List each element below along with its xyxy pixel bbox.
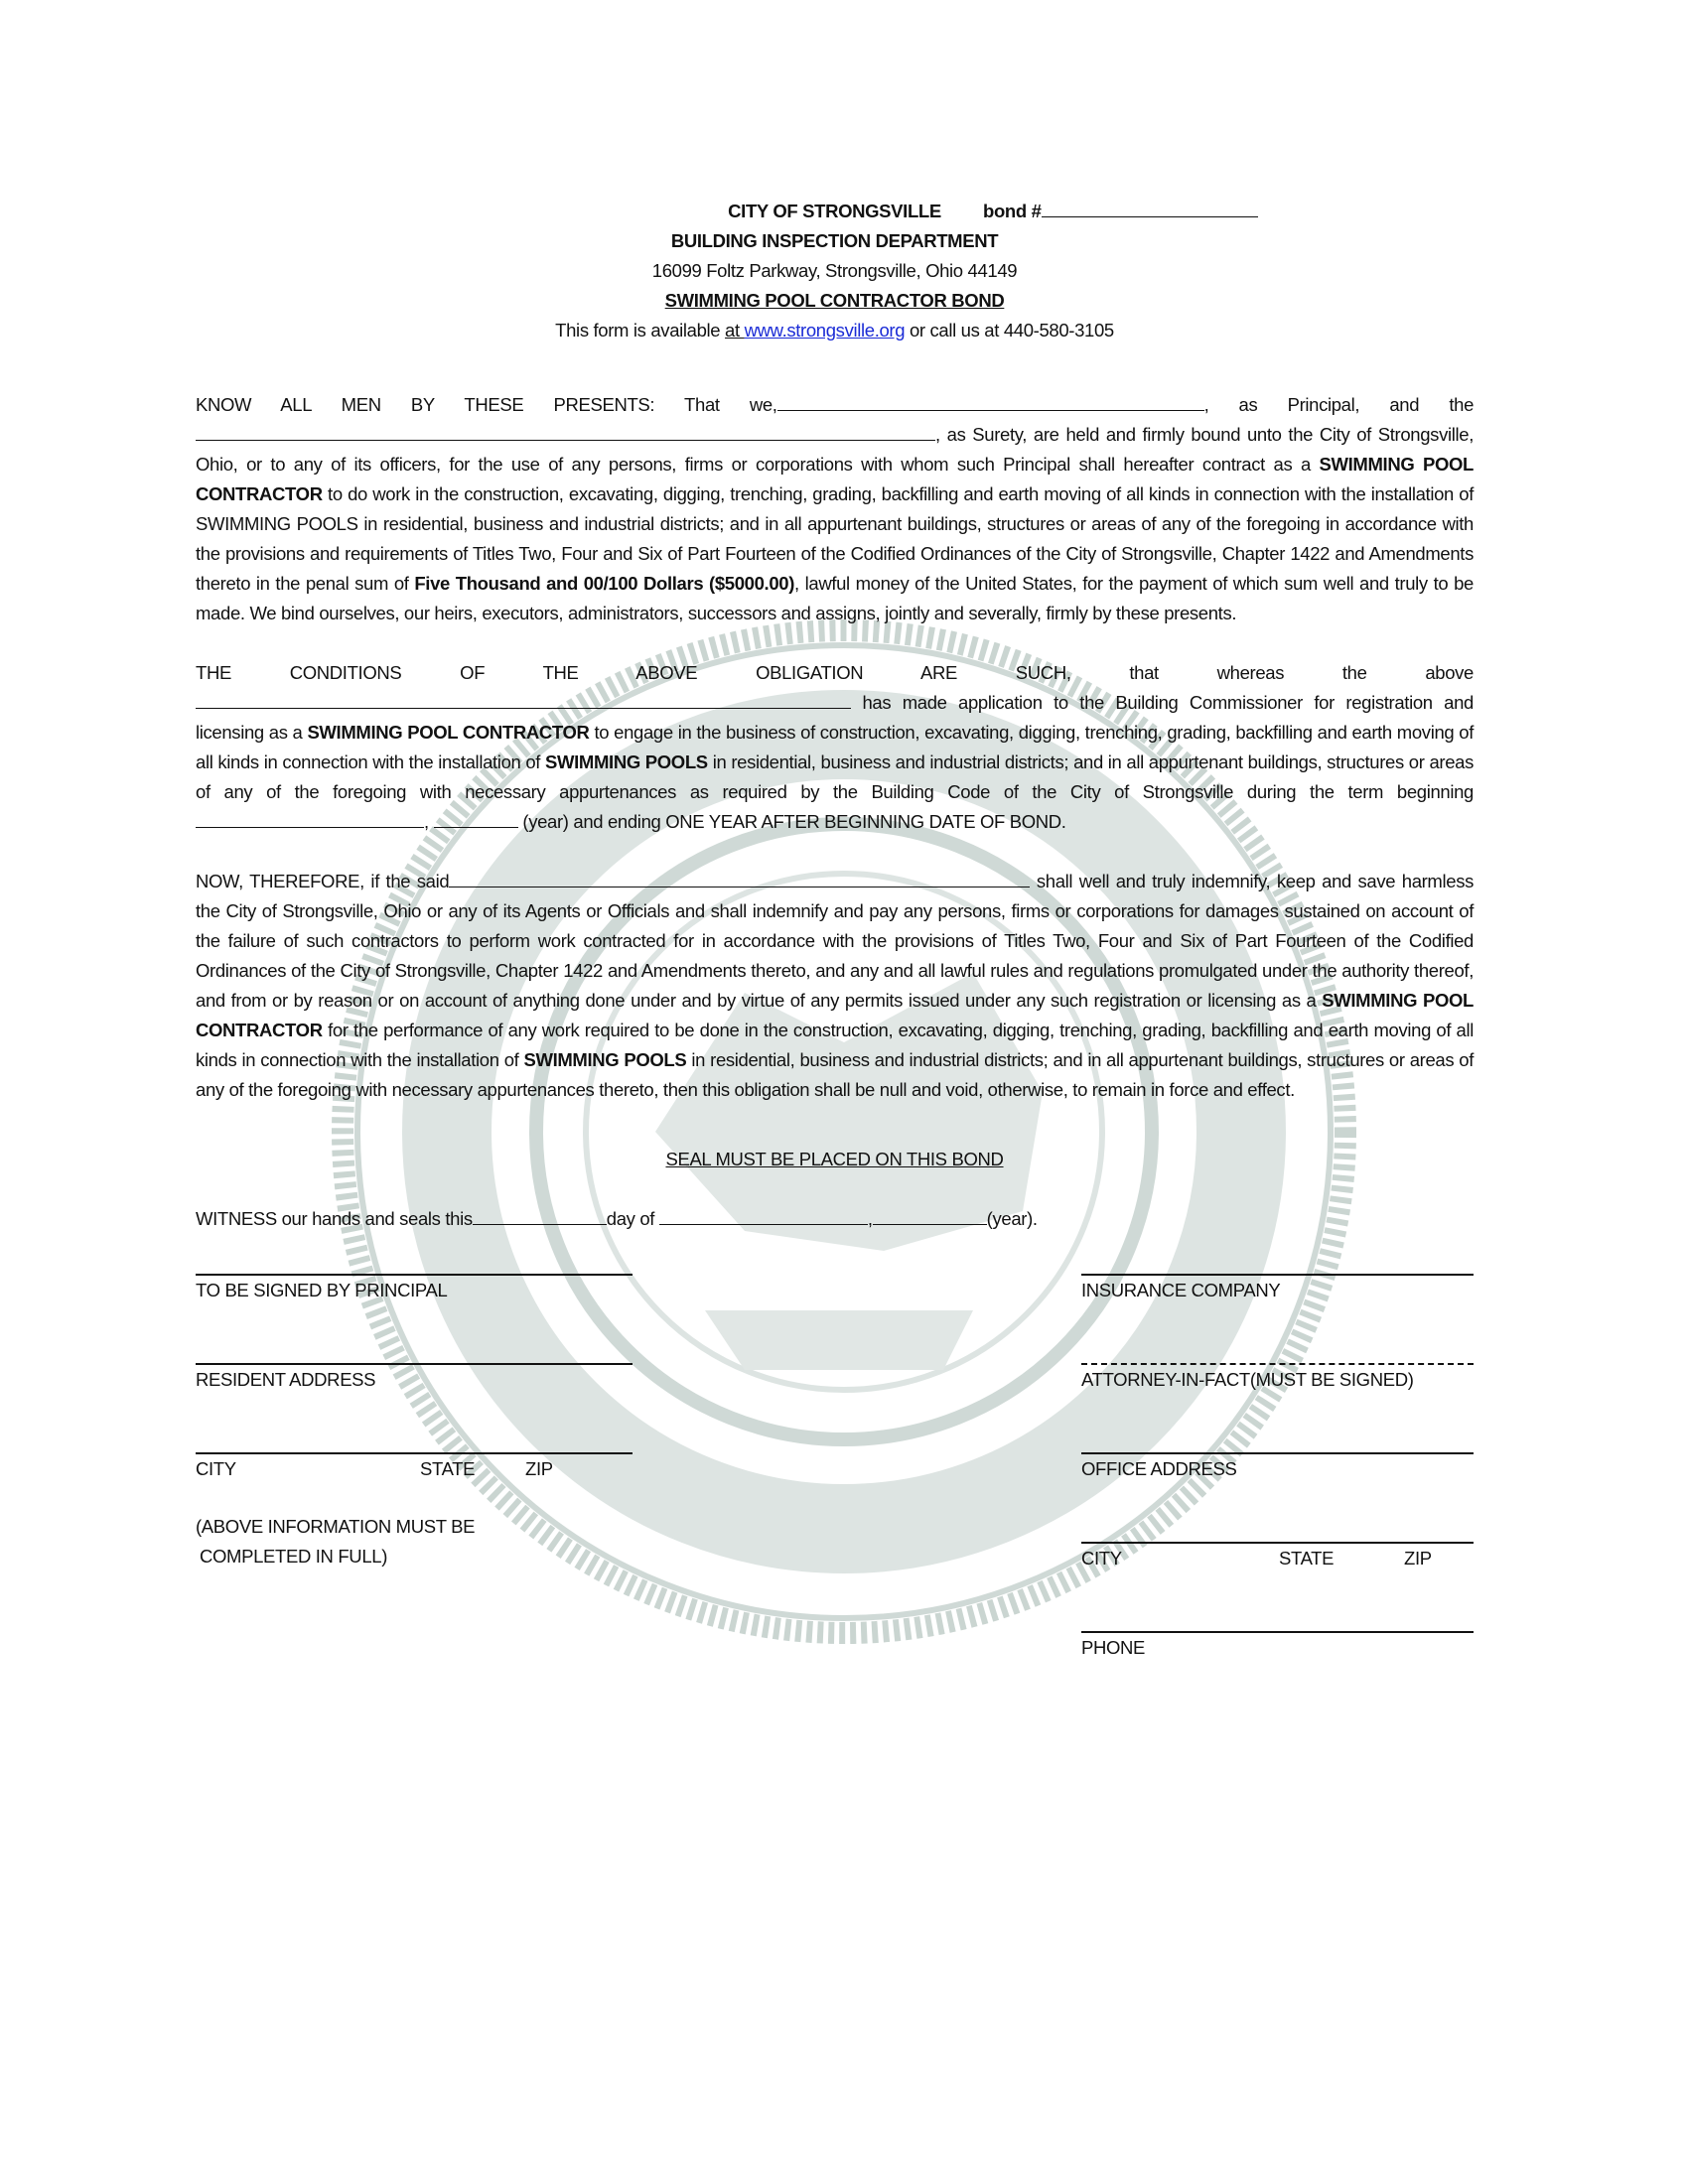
bond-form (196, 197, 1474, 1691)
completion-note-2: COMPLETED IN FULL) (200, 1546, 388, 1567)
department-name: BUILDING INSPECTION DEPARTMENT (670, 230, 999, 251)
para1-text: , lawful money of the United States, for the payment of which sum well and truly to be made. We bind ourselves, our heirs, executors, administrators, successors and assigns, jointly and severally, firmly by these presents. (196, 573, 1474, 623)
left-city-state-zip-labels (196, 1454, 633, 1484)
para2-bold: SWIMMING POOLS (545, 751, 708, 772)
paragraph-now-therefore (196, 867, 1474, 1105)
para3-text: in residential, business and industrial districts; and in all appurtenant buildings, structures or areas of any of the foregoing with necessary appurtenances thereto, then this obligation shall be null and void, otherwise, to remain in force and effect. (196, 1049, 1475, 1100)
principal-blank[interactable] (777, 392, 1204, 411)
bond-number-label: bond # (983, 201, 1042, 221)
form-title: SWIMMING POOL CONTRACTOR BOND (664, 290, 1005, 311)
para3-text: shall well and truly indemnify, keep and save harmless the City of Strongsville, Ohio or any of its Agents or Officials and shall indemnify and pay any persons, firms or corporations for damages sustained on account of the failure of such contractors to perform work contracted for in accordance with the provisions of Titles Two, Four and Six of Part Fourteen of the Codified Ordinances of the City of Strongsville, Chapter 1422 and Amendments thereto, and any and all lawful rules and regulations promulgated under the authority thereof, and from or by reason or on account of anything done under and by virtue of any permits issued under any such registration or licensing as a (196, 871, 1474, 1011)
para1-text: , as Principal, and the (1203, 394, 1475, 415)
beginning-year-blank[interactable] (434, 809, 518, 828)
department-address: 16099 Foltz Parkway, Strongsville, Ohio 44149 (651, 260, 1018, 281)
para2-text: (year) and ending ONE YEAR AFTER BEGINNING DATE OF BOND. (517, 811, 1066, 832)
para2-text: to engage in the business of construction, excavating, digging, trenching, grading, backfilling and earth moving of all kinds in connection with the installation of (196, 722, 1475, 772)
para1-text: , as Surety, are held and firmly bound unto the City of Strongsville, Ohio, or to any of its officers, for the use of any persons, firms or corporations with whom such Principal shall hereafter contract as a (196, 424, 1474, 475)
website-link[interactable]: www.strongsville.org (744, 320, 906, 341)
witness-text: WITNESS our hands and seals this (196, 1208, 473, 1229)
availability-prefix: This form is available (555, 320, 726, 341)
beginning-date-blank[interactable] (196, 809, 424, 828)
applicant-blank[interactable] (196, 690, 851, 709)
left-state-label: STATE (420, 1458, 476, 1479)
witness-line (196, 1204, 1474, 1234)
witness-text: , (867, 1208, 873, 1229)
principal-signature-column (196, 1274, 633, 1691)
surety-blank[interactable] (196, 422, 935, 441)
city-name: CITY OF STRONGSVILLE (728, 201, 941, 221)
para1-text: KNOW ALL MEN BY THESE PRESENTS: That we, (196, 394, 777, 415)
para1-bold-amount: Five Thousand and 00/100 Dollars ($5000.00) (414, 573, 795, 594)
para3-bold: SWIMMING POOL CONTRACTOR (196, 990, 1474, 1040)
surety-signature-column (1081, 1274, 1474, 1691)
witness-text: day of (606, 1208, 659, 1229)
resident-address-label: RESIDENT ADDRESS (196, 1369, 376, 1390)
witness-year-blank[interactable] (873, 1206, 987, 1225)
right-state-label: STATE (1279, 1548, 1335, 1569)
office-address-label: OFFICE ADDRESS (1081, 1458, 1237, 1479)
bond-number-field[interactable] (983, 197, 1258, 226)
para3-text: for the performance of any work required to be done in the construction, excavating, digging, trenching, grading, backfilling and earth moving of all kinds in connection with the installation of (196, 1020, 1474, 1070)
para2-text: THE CONDITIONS OF THE ABOVE OBLIGATION ARE SUCH, that whereas the above (196, 662, 1474, 683)
witness-text: (year). (986, 1208, 1038, 1229)
para2-bold: SWIMMING POOL CONTRACTOR (307, 722, 590, 743)
availability-suffix: or call us at 440-580-3105 (905, 320, 1114, 341)
paragraph-know-all-men (196, 390, 1474, 628)
para1-text: to do work in the construction, excavating, digging, trenching, grading, backfilling and earth moving of all kinds in connection with the installation of SWIMMING POOLS in residential, business and industrial districts; and in all appurtenant buildings, structures or areas of any of the foregoing in accordance with the provisions and requirements of Titles Two, Four and Six of Part Fourteen of the Codified Ordinances of the City of Strongsville, Chapter 1422 and Amendments thereto in the penal sum of (196, 483, 1474, 594)
insurance-company-label: INSURANCE COMPANY (1081, 1280, 1281, 1300)
completion-note-1: (ABOVE INFORMATION MUST BE (196, 1516, 476, 1537)
availability-at: at (725, 320, 745, 341)
witness-day-blank[interactable] (473, 1206, 607, 1225)
left-zip-label: ZIP (525, 1458, 553, 1479)
witness-month-blank[interactable] (659, 1206, 868, 1225)
attorney-in-fact-label: ATTORNEY-IN-FACT(MUST BE SIGNED) (1081, 1369, 1414, 1390)
right-city-label: CITY (1081, 1548, 1122, 1569)
said-contractor-blank[interactable] (449, 869, 1030, 887)
right-zip-label: ZIP (1404, 1548, 1432, 1569)
para3-bold: SWIMMING POOLS (523, 1049, 687, 1070)
seal-notice: SEAL MUST BE PLACED ON THIS BOND (665, 1149, 1004, 1169)
para2-text: in residential, business and industrial districts; and in all appurtenant buildings, structures or areas of any of the foregoing with necessary appurtenances as required by the Building Code of the City of Strongsville during the term beginning (196, 751, 1475, 802)
principal-label: TO BE SIGNED BY PRINCIPAL (196, 1280, 448, 1300)
para3-text: NOW, THEREFORE, if the said (196, 871, 450, 891)
left-city-label: CITY (196, 1458, 236, 1479)
right-city-state-zip-labels (1081, 1544, 1474, 1573)
para2-text: , (424, 811, 434, 832)
header-row (196, 197, 1474, 226)
bond-number-blank[interactable] (1042, 199, 1258, 217)
para1-bold: SWIMMING POOL CONTRACTOR (196, 454, 1474, 504)
phone-label: PHONE (1081, 1637, 1146, 1658)
paragraph-conditions (196, 658, 1474, 837)
signature-section (196, 1274, 1474, 1691)
availability-line (196, 316, 1474, 345)
para2-text: has made application to the Building Commissioner for registration and licensing as a (196, 692, 1474, 743)
